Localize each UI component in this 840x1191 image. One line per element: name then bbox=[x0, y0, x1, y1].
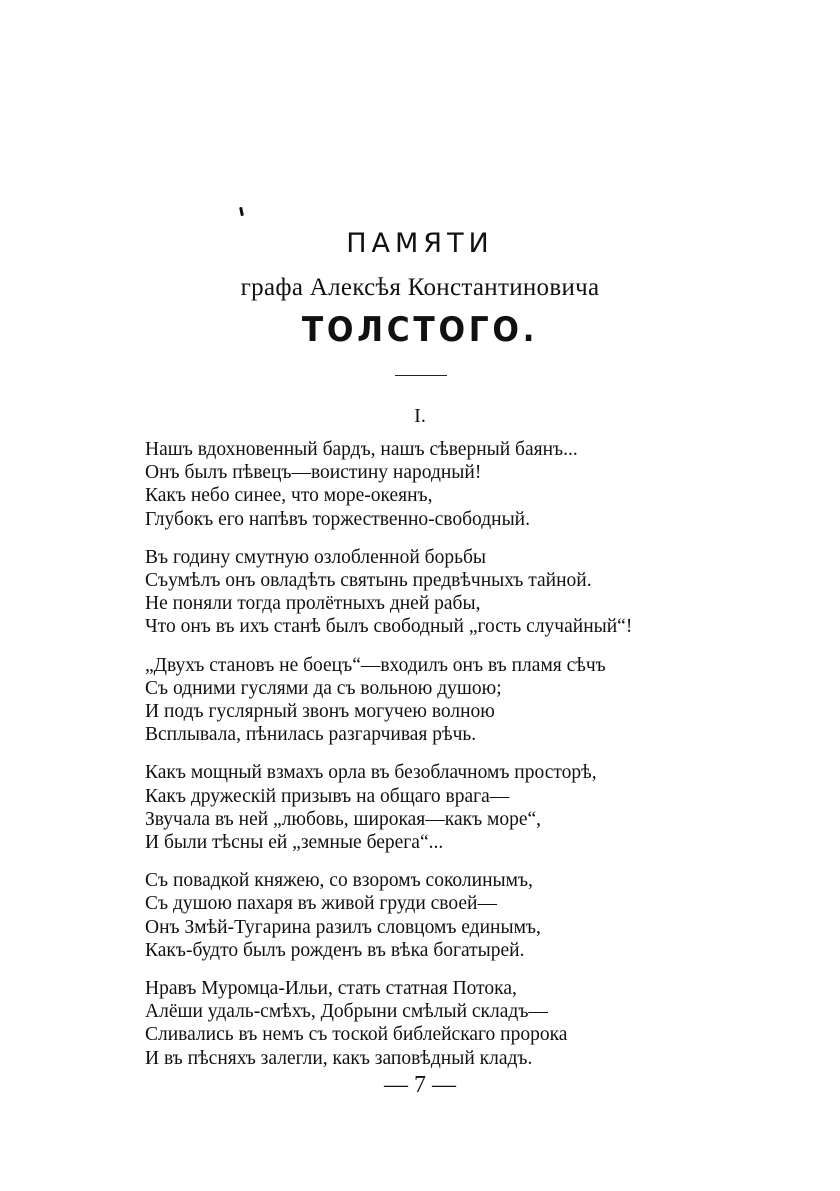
poem-line: Звучала въ ней „любовь, широкая—какъ море“, bbox=[145, 808, 542, 830]
poem-line: Нравъ Муромца-Ильи, стать статная Потока, bbox=[145, 978, 517, 1000]
poem-line: Въ годину смутную озлобленной борьбы bbox=[145, 546, 487, 568]
poem-line: Съ душою пахаря въ живой груди своей— bbox=[145, 893, 497, 915]
heading-line-1: ПАМЯТИ bbox=[346, 228, 494, 259]
poem-line: Какъ-будто былъ рожденъ въ вѣка богатырей. bbox=[145, 939, 525, 961]
poem-line: Какъ дружескій призывъ на общаго врага— bbox=[145, 785, 510, 807]
stanza bbox=[145, 869, 725, 962]
poem-line: Онъ Змѣй-Тугарина разилъ словцомъ единымъ, bbox=[145, 916, 541, 938]
poem-line: Съумѣлъ онъ овладѣть святынь предвѣчныхъ тайной. bbox=[145, 570, 592, 592]
poem-line: Что онъ въ ихъ станѣ былъ свободный „гость случайный“! bbox=[145, 616, 633, 638]
poem-line: И подъ гуслярный звонъ могучею волною bbox=[145, 701, 495, 723]
section-number: I. bbox=[414, 405, 426, 427]
poem-line: „Двухъ становъ не боецъ“—входилъ онъ въ пламя сѣчъ bbox=[145, 654, 606, 676]
poem-line: Не поняли тогда пролётныхъ дней рабы, bbox=[145, 593, 481, 615]
heading-line-3: ТОЛСТОГО. bbox=[301, 310, 539, 350]
poem-line: Съ одними гуслями да съ вольною душою; bbox=[145, 677, 502, 699]
poem-line: Алёши удаль-смѣхъ, Добрыни смѣлый складъ— bbox=[145, 1001, 548, 1023]
ink-speck bbox=[239, 207, 244, 216]
poem-line: И были тѣсны ей „земные берега“... bbox=[145, 832, 444, 854]
stanza bbox=[145, 977, 725, 1070]
poem-line: Онъ былъ пѣвецъ—воистину народный! bbox=[145, 462, 482, 484]
title-divider bbox=[395, 375, 447, 376]
poem-line: И въ пѣсняхъ залегли, какъ заповѣдный кладъ. bbox=[145, 1047, 533, 1069]
stanza bbox=[145, 438, 725, 531]
poem-line: Какъ небо синее, что море-океянъ, bbox=[145, 485, 433, 507]
poem-line: Нашъ вдохновенный бардъ, нашъ сѣверный баянъ... bbox=[145, 439, 578, 460]
stanza bbox=[145, 654, 725, 747]
poem-body bbox=[145, 438, 725, 1085]
heading-line-2: графа Алексѣя Константиновича bbox=[240, 274, 600, 301]
poem-line: Глубокъ его напѣвъ торжественно-свободный. bbox=[145, 508, 530, 530]
page-number: — 7 — bbox=[384, 1072, 456, 1098]
poem-line: Сливались въ немъ съ тоской библейскаго пророка bbox=[145, 1024, 568, 1046]
poem-line: Съ повадкой княжею, со взоромъ соколинымъ, bbox=[145, 870, 533, 892]
stanza bbox=[145, 546, 725, 639]
poem-line: Какъ мощный взмахъ орла въ безоблачномъ просторѣ, bbox=[145, 762, 597, 784]
stanza bbox=[145, 761, 725, 854]
poem-line: Всплывала, пѣнилась разгарчивая рѣчь. bbox=[145, 724, 477, 746]
